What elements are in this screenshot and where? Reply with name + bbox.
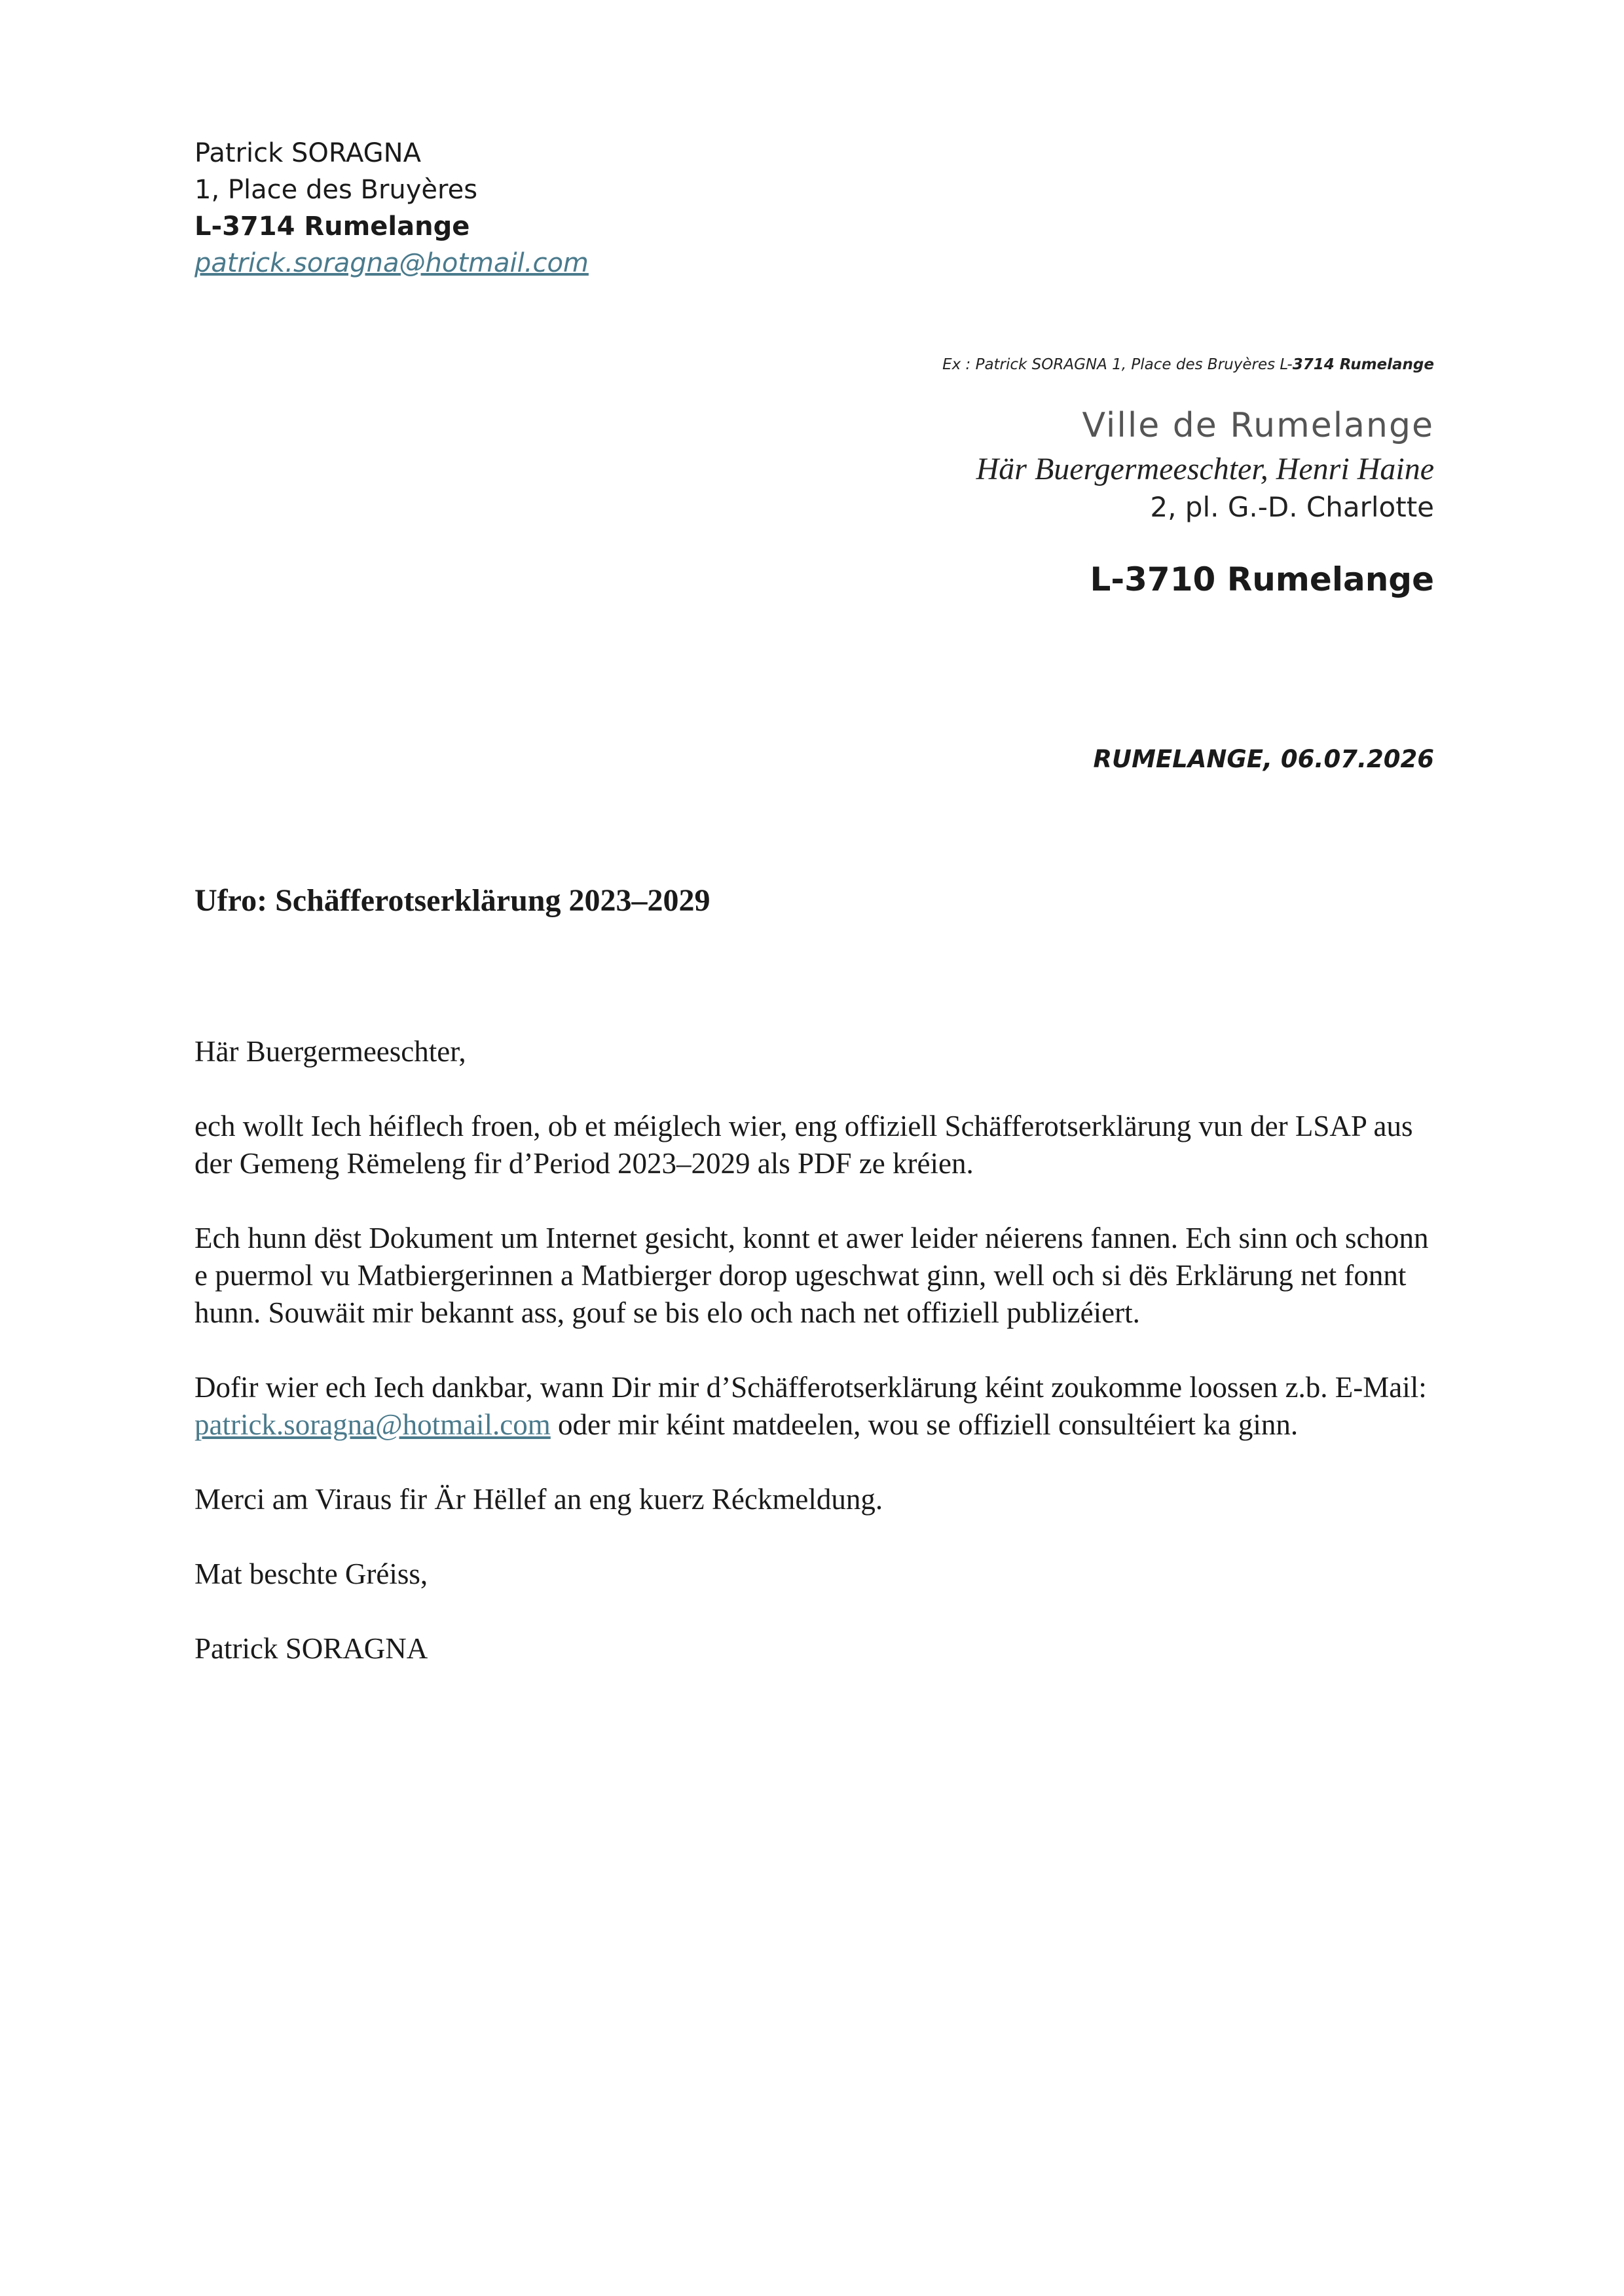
salutation: Här Buergermeeschter, [194,1035,466,1068]
recipient-city: L-3710 Rumelange [1090,560,1434,598]
paragraph-3-text-after: oder mir kéint matdeelen, wou se offiziell consultéiert ka ginn. [550,1408,1299,1441]
sender-name: Patrick SORAGNA [194,138,421,168]
body-paragraph-3 [194,1369,1439,1444]
sender-email-link[interactable]: patrick.soragna@hotmail.com [194,248,589,278]
return-address-line [942,356,1434,373]
return-address-city: 3714 Rumelange [1292,356,1434,373]
recipient-street: 2, pl. G.-D. Charlotte [1150,491,1434,523]
return-address-prefix: Ex : Patrick SORAGNA 1, Place des Bruyères L- [942,356,1293,373]
letter-body [194,1033,1439,1705]
recipient-address-block [976,401,1434,598]
body-paragraph-2: Ech hunn dëst Dokument um Internet gesicht, konnt et awer leider néierens fannen. Ech sinn och schonn e puermol vu Matbiergerinnen a Matbierger dorop ugeschwat ginn, well och si dës Erklärung net fonnt hunn. Souwäit mir bekannt ass, gouf se bis elo och nach net offiziell publizéiert. [194,1222,1429,1329]
signature: Patrick SORAGNA [194,1632,428,1665]
letter-date: RUMELANGE, 06.07.2026 [1093,745,1434,773]
body-paragraph-1: ech wollt Iech héiflech froen, ob et méiglech wier, eng offiziell Schäfferotserklärung vun der LSAP aus der Gemeng Rëmeleng fir d’Period 2023–2029 als PDF ze kréien. [194,1110,1413,1180]
letter-subject: Ufro: Schäfferotserklärung 2023–2029 [194,883,710,918]
body-paragraph-4: Merci am Viraus fir Är Hëllef an eng kuerz Réckmeldung. [194,1483,883,1516]
sender-street: 1, Place des Bruyères [194,175,478,205]
recipient-person: Här Buergermeeschter, Henri Haine [976,452,1434,486]
paragraph-3-text-before: Dofir wier ech Iech dankbar, wann Dir mir d’Schäfferotserklärung kéint zoukomme loossen z.b. E-Mail: [194,1371,1427,1404]
closing: Mat beschte Gréiss, [194,1558,428,1590]
sender-address-block [194,135,589,282]
recipient-organization: Ville de Rumelange [1082,406,1434,445]
sender-city: L-3714 Rumelange [194,211,470,242]
body-email-link[interactable]: patrick.soragna@hotmail.com [194,1408,551,1441]
